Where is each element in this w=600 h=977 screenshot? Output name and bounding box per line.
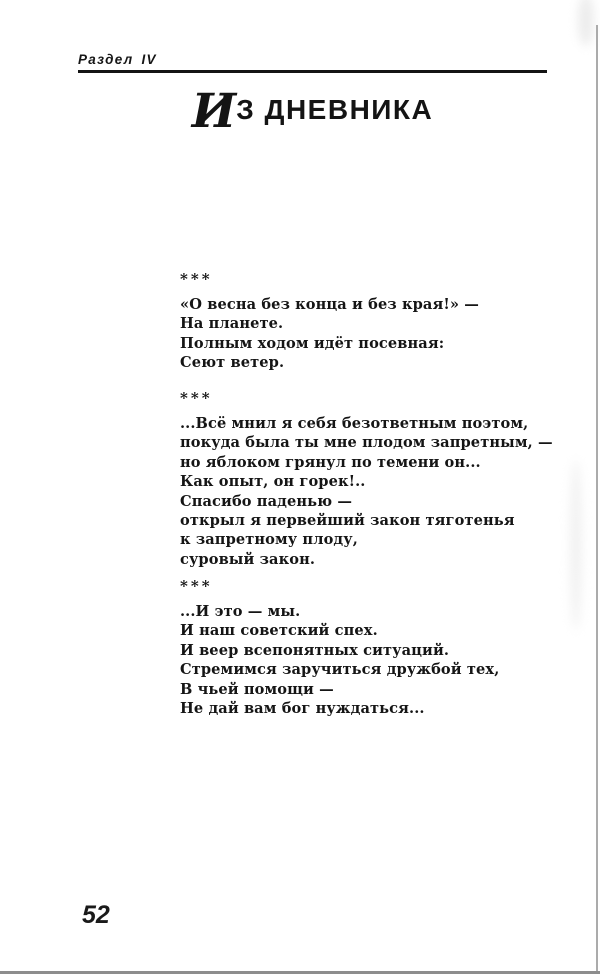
poem-stanza-3 (180, 579, 499, 718)
stanza-separator-asterisks: *** (180, 577, 213, 595)
chapter-title (78, 84, 547, 139)
poem-line: Полным ходом идёт посевная: (180, 334, 445, 352)
poem-line: но яблоком грянул по темени он... (180, 453, 481, 471)
poem-line: ...И это — мы. (180, 603, 301, 620)
scan-smudge-top-right (578, 0, 594, 46)
poem-line: открыл я первейший закон тяготенья (180, 512, 515, 530)
page-edge-bottom (0, 971, 600, 974)
poem-stanza-2 (180, 391, 553, 569)
poem-line: Не дай вам бог нуждаться... (180, 700, 425, 718)
poem-line: Стремимся заручиться дружбой тех, (180, 661, 500, 679)
page-edge-right (596, 25, 598, 973)
poem-line: Как опыт, он горек!.. (180, 473, 366, 491)
chapter-title-rest: З ДНЕВНИКА (236, 94, 434, 125)
poem-line: суровый закон. (180, 550, 316, 568)
poem-stanza-1 (180, 272, 479, 373)
page-number: 52 (82, 901, 110, 929)
running-head-section-label: Раздел IV (78, 52, 157, 67)
poem-line: «О весна без конца и без края!» — (180, 296, 479, 313)
poem-line: Сеют ветер. (180, 354, 285, 372)
running-head-rule (78, 70, 547, 73)
poem-line: И наш советский спех. (180, 622, 378, 640)
poem-line: к запретному плоду, (180, 531, 358, 549)
poem-line: В чьей помощи — (180, 680, 334, 698)
poem-line: покуда была ты мне плодом запретным, — (180, 434, 553, 452)
poem-line: На планете. (180, 315, 284, 333)
poem-line: И веер всепонятных ситуаций. (180, 641, 450, 659)
scan-smudge-mid-right (570, 460, 582, 630)
stanza-separator-asterisks: *** (180, 389, 213, 407)
poem-line: ...Всё мнил я себя безответным поэтом, (180, 415, 529, 432)
chapter-title-initial: И (191, 84, 237, 139)
stanza-separator-asterisks: *** (180, 270, 213, 288)
poem-line: Спасибо паденью — (180, 492, 353, 510)
